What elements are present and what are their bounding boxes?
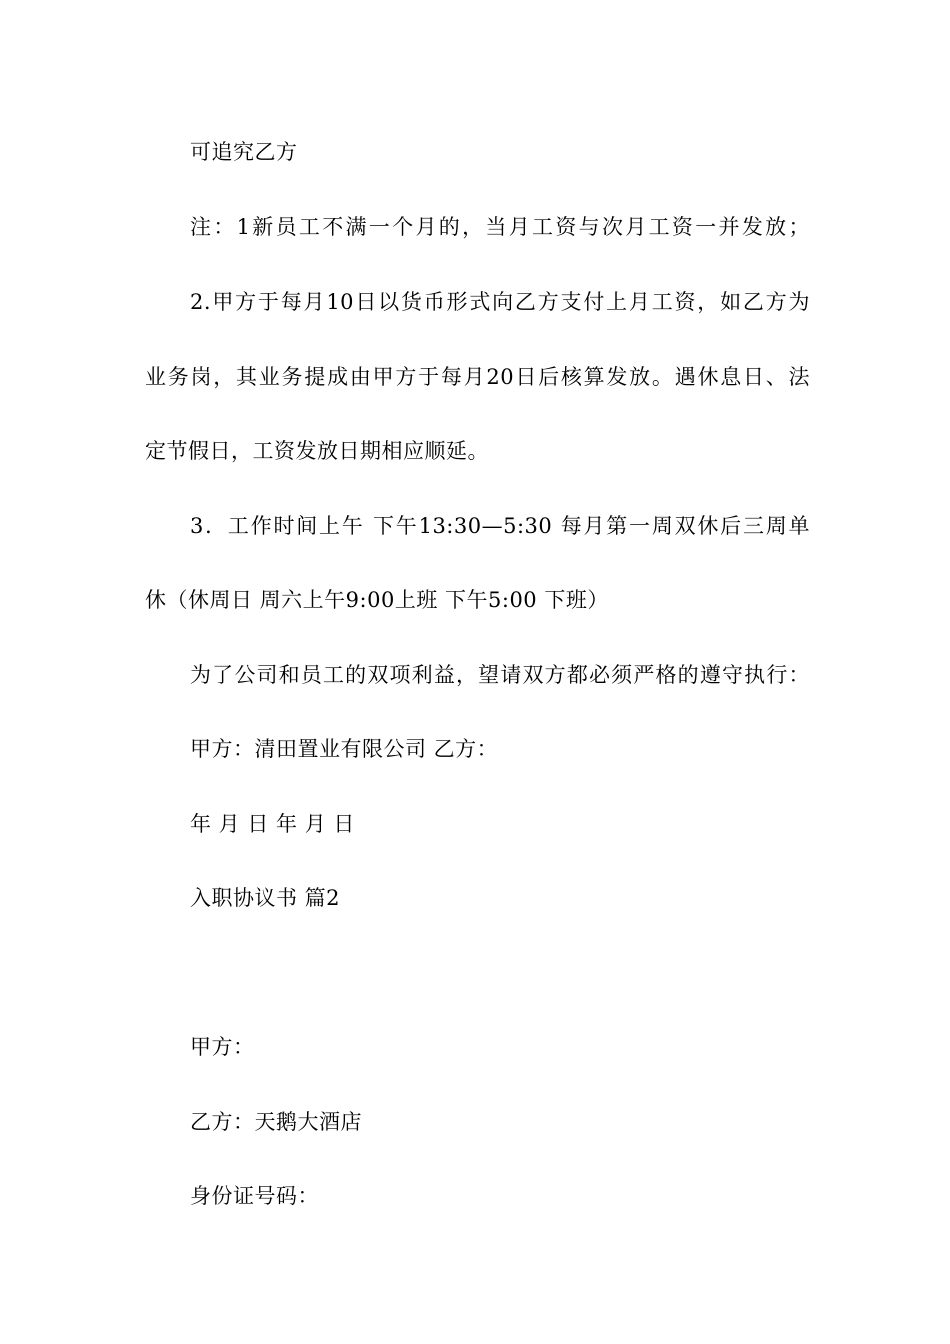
text-line-10: 年 月 日 年 月 日 bbox=[190, 812, 355, 836]
text-line-1: 可追究乙方 bbox=[190, 140, 298, 164]
text-line-7: 休（休周日 周六上午9:00上班 下午5:00 下班） bbox=[145, 588, 609, 612]
text-line-14: 身份证号码： bbox=[190, 1184, 319, 1208]
text-line-9: 甲方：清田置业有限公司 乙方： bbox=[190, 737, 499, 761]
text-line-3: 2.甲方于每月10日以货币形式向乙方支付上月工资，如乙方为 bbox=[190, 290, 810, 314]
text-line-13: 乙方：天鹅大酒店 bbox=[190, 1110, 362, 1134]
text-line-6: 3．工作时间上午 下午13:30—5:30 每月第一周双休后三周单 bbox=[190, 514, 810, 538]
text-line-12: 甲方： bbox=[190, 1035, 255, 1059]
text-line-4: 业务岗，其业务提成由甲方于每月20日后核算发放。遇休息日、法 bbox=[145, 365, 810, 389]
text-line-2: 注：1新员工不满一个月的，当月工资与次月工资一并发放； bbox=[190, 215, 810, 239]
text-line-8: 为了公司和员工的双项利益，望请双方都必须严格的遵守执行： bbox=[190, 663, 810, 687]
section-heading: 入职协议书 篇2 bbox=[190, 886, 341, 910]
text-line-5: 定节假日，工资发放日期相应顺延。 bbox=[145, 439, 489, 463]
